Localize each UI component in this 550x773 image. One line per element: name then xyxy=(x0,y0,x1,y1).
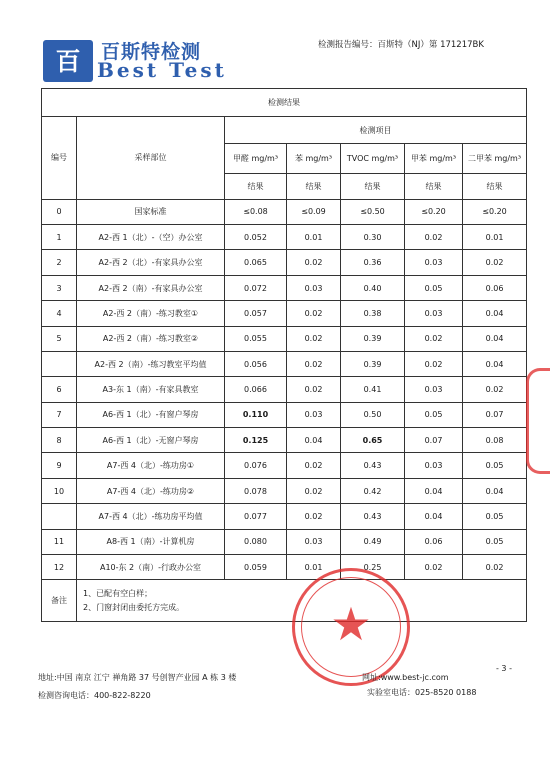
seal-star-icon: ★ xyxy=(330,597,372,651)
brand-name-chinese: 百斯特检测 xyxy=(101,41,202,63)
table-row xyxy=(42,225,527,250)
pollutant-header: TVOC mg/m³ xyxy=(341,144,405,174)
cell-value: 0.02 xyxy=(405,554,463,579)
cell-value: 0.02 xyxy=(287,326,341,351)
table-title: 检测结果 xyxy=(42,89,527,117)
cell-value: 0.076 xyxy=(225,453,287,478)
cell-value: 0.01 xyxy=(287,554,341,579)
cell-value: 0.41 xyxy=(341,377,405,402)
cell-location: A2-西 1（北）-（空）办公室 xyxy=(77,225,225,250)
cell-location: A8-西 1（南）-计算机房 xyxy=(77,529,225,554)
cell-value: 0.02 xyxy=(287,453,341,478)
cell-value: 0.056 xyxy=(225,351,287,376)
cell-value: 0.04 xyxy=(463,351,527,376)
cell-value: 0.50 xyxy=(341,402,405,427)
table-row xyxy=(42,428,527,453)
cell-value: 0.02 xyxy=(463,554,527,579)
cell-value: 0.02 xyxy=(463,250,527,275)
cell-location: A7-西 4（北）-练功房① xyxy=(77,453,225,478)
table-row xyxy=(42,478,527,503)
result-label: 结果 xyxy=(225,174,287,199)
cell-location: A2-西 2（南）-有家具办公室 xyxy=(77,275,225,300)
note-line: 1、已配有空白样； xyxy=(83,588,153,598)
cell-value: 0.05 xyxy=(463,504,527,529)
logo-mark: 百 xyxy=(55,46,81,76)
cell-value: 0.04 xyxy=(463,478,527,503)
cell-value: 0.01 xyxy=(463,225,527,250)
cell-location: A2-西 2（北）-有家具办公室 xyxy=(77,250,225,275)
cell-value: 0.04 xyxy=(463,301,527,326)
cell-value: 0.066 xyxy=(225,377,287,402)
cell-no xyxy=(42,351,77,376)
cell-value: 0.077 xyxy=(225,504,287,529)
cell-value: 0.25 xyxy=(341,554,405,579)
cell-value: ≤0.20 xyxy=(463,199,527,224)
cell-value: 0.110 xyxy=(225,402,287,427)
pollutant-header: 二甲苯 mg/m³ xyxy=(463,144,527,174)
cell-value: 0.02 xyxy=(287,351,341,376)
result-label: 结果 xyxy=(287,174,341,199)
cell-value: 0.052 xyxy=(225,225,287,250)
cell-no: 11 xyxy=(42,529,77,554)
cell-value: ≤0.09 xyxy=(287,199,341,224)
table-row xyxy=(42,301,527,326)
cell-location: A7-西 4（北）-练功房② xyxy=(77,478,225,503)
table-row xyxy=(42,250,527,275)
cell-value: ≤0.50 xyxy=(341,199,405,224)
partial-seal-mark xyxy=(526,368,550,474)
cell-value: 0.01 xyxy=(287,225,341,250)
cell-no: 9 xyxy=(42,453,77,478)
cell-value: 0.02 xyxy=(287,250,341,275)
report-number: 检测报告编号：百斯特（NJ）第 171217BK xyxy=(318,40,484,50)
cell-value: 0.02 xyxy=(287,301,341,326)
cell-location: 国家标准 xyxy=(77,199,225,224)
cell-value: 0.125 xyxy=(225,428,287,453)
cell-value: 0.38 xyxy=(341,301,405,326)
cell-no: 3 xyxy=(42,275,77,300)
table-row xyxy=(42,351,527,376)
cell-value: 0.06 xyxy=(405,529,463,554)
cell-value: 0.03 xyxy=(287,402,341,427)
cell-value: 0.30 xyxy=(341,225,405,250)
items-header: 检测项目 xyxy=(225,116,527,144)
cell-value: 0.02 xyxy=(405,326,463,351)
cell-no xyxy=(42,504,77,529)
cell-value: 0.02 xyxy=(463,377,527,402)
cell-location: A6-西 1（北）-有窗户琴房 xyxy=(77,402,225,427)
cell-value: 0.03 xyxy=(405,453,463,478)
cell-no: 0 xyxy=(42,199,77,224)
cell-value: 0.072 xyxy=(225,275,287,300)
table-row xyxy=(42,199,527,224)
cell-value: 0.055 xyxy=(225,326,287,351)
cell-value: 0.42 xyxy=(341,478,405,503)
cell-no: 10 xyxy=(42,478,77,503)
cell-value: 0.065 xyxy=(225,250,287,275)
pollutant-header: 苯 mg/m³ xyxy=(287,144,341,174)
cell-value: 0.08 xyxy=(463,428,527,453)
cell-location: A10-东 2（南）-行政办公室 xyxy=(77,554,225,579)
cell-value: 0.04 xyxy=(405,504,463,529)
cell-value: 0.078 xyxy=(225,478,287,503)
cell-value: 0.03 xyxy=(405,250,463,275)
result-label: 结果 xyxy=(341,174,405,199)
cell-value: 0.43 xyxy=(341,504,405,529)
cell-location: A2-西 2（南）-练习教室② xyxy=(77,326,225,351)
cell-value: 0.40 xyxy=(341,275,405,300)
company-seal xyxy=(292,568,410,686)
cell-no: 6 xyxy=(42,377,77,402)
brand-name-english: Best Test xyxy=(97,58,227,82)
cell-no: 12 xyxy=(42,554,77,579)
cell-value: 0.36 xyxy=(341,250,405,275)
cell-value: ≤0.08 xyxy=(225,199,287,224)
footer-lab-phone: 实验室电话：025-8520 0188 xyxy=(367,688,477,697)
cell-value: 0.03 xyxy=(287,529,341,554)
cell-no: 2 xyxy=(42,250,77,275)
cell-no: 7 xyxy=(42,402,77,427)
cell-value: 0.02 xyxy=(405,225,463,250)
page-number: - 3 - xyxy=(496,664,512,673)
cell-value: 0.02 xyxy=(287,478,341,503)
table-row xyxy=(42,504,527,529)
cell-location: A3-东 1（南）-有家具教室 xyxy=(77,377,225,402)
pollutant-header: 甲醛 mg/m³ xyxy=(225,144,287,174)
cell-no: 1 xyxy=(42,225,77,250)
footer-website: 网址:www.best-jc.com xyxy=(362,673,449,682)
cell-value: 0.06 xyxy=(463,275,527,300)
cell-value: 0.39 xyxy=(341,351,405,376)
footer-hotline: 检测咨询电话：400-822-8220 xyxy=(38,691,151,700)
cell-value: 0.05 xyxy=(463,529,527,554)
col-header-location: 采样部位 xyxy=(77,116,225,199)
cell-value: 0.03 xyxy=(287,275,341,300)
cell-value: 0.080 xyxy=(225,529,287,554)
cell-value: 0.057 xyxy=(225,301,287,326)
table-row xyxy=(42,377,527,402)
results-table xyxy=(41,88,527,622)
cell-value: 0.02 xyxy=(287,504,341,529)
table-row xyxy=(42,326,527,351)
cell-value: 0.059 xyxy=(225,554,287,579)
cell-no: 4 xyxy=(42,301,77,326)
cell-location: A7-西 4（北）-练功房平均值 xyxy=(77,504,225,529)
cell-value: 0.02 xyxy=(405,351,463,376)
cell-value: 0.04 xyxy=(405,478,463,503)
cell-value: 0.07 xyxy=(405,428,463,453)
cell-value: 0.04 xyxy=(287,428,341,453)
cell-location: A6-西 1（北）-无窗户琴房 xyxy=(77,428,225,453)
cell-value: 0.49 xyxy=(341,529,405,554)
table-row xyxy=(42,529,527,554)
cell-no: 8 xyxy=(42,428,77,453)
table-row xyxy=(42,275,527,300)
notes-label: 备注 xyxy=(42,580,77,622)
table-row xyxy=(42,453,527,478)
cell-value: 0.05 xyxy=(405,402,463,427)
cell-value: 0.02 xyxy=(287,377,341,402)
table-row xyxy=(42,402,527,427)
footer-address: 地址:中国 南京 江宁 禅角路 37 号创智产业园 A 栋 3 楼 xyxy=(38,673,237,682)
pollutant-header: 甲苯 mg/m³ xyxy=(405,144,463,174)
cell-value: 0.04 xyxy=(463,326,527,351)
cell-value: 0.03 xyxy=(405,301,463,326)
cell-no: 5 xyxy=(42,326,77,351)
result-label: 结果 xyxy=(463,174,527,199)
result-label: 结果 xyxy=(405,174,463,199)
cell-value: 0.65 xyxy=(341,428,405,453)
cell-value: ≤0.20 xyxy=(405,199,463,224)
cell-location: A2-西 2（南）-练习教室平均值 xyxy=(77,351,225,376)
cell-value: 0.07 xyxy=(463,402,527,427)
table-row xyxy=(42,554,527,579)
cell-value: 0.43 xyxy=(341,453,405,478)
col-header-no: 编号 xyxy=(42,116,77,199)
notes-row xyxy=(42,580,527,622)
cell-value: 0.39 xyxy=(341,326,405,351)
note-line: 2、门窗封闭由委托方完成。 xyxy=(83,602,185,612)
cell-value: 0.05 xyxy=(463,453,527,478)
cell-location: A2-西 2（南）-练习教室① xyxy=(77,301,225,326)
cell-value: 0.03 xyxy=(405,377,463,402)
company-logo xyxy=(43,40,93,82)
cell-value: 0.05 xyxy=(405,275,463,300)
